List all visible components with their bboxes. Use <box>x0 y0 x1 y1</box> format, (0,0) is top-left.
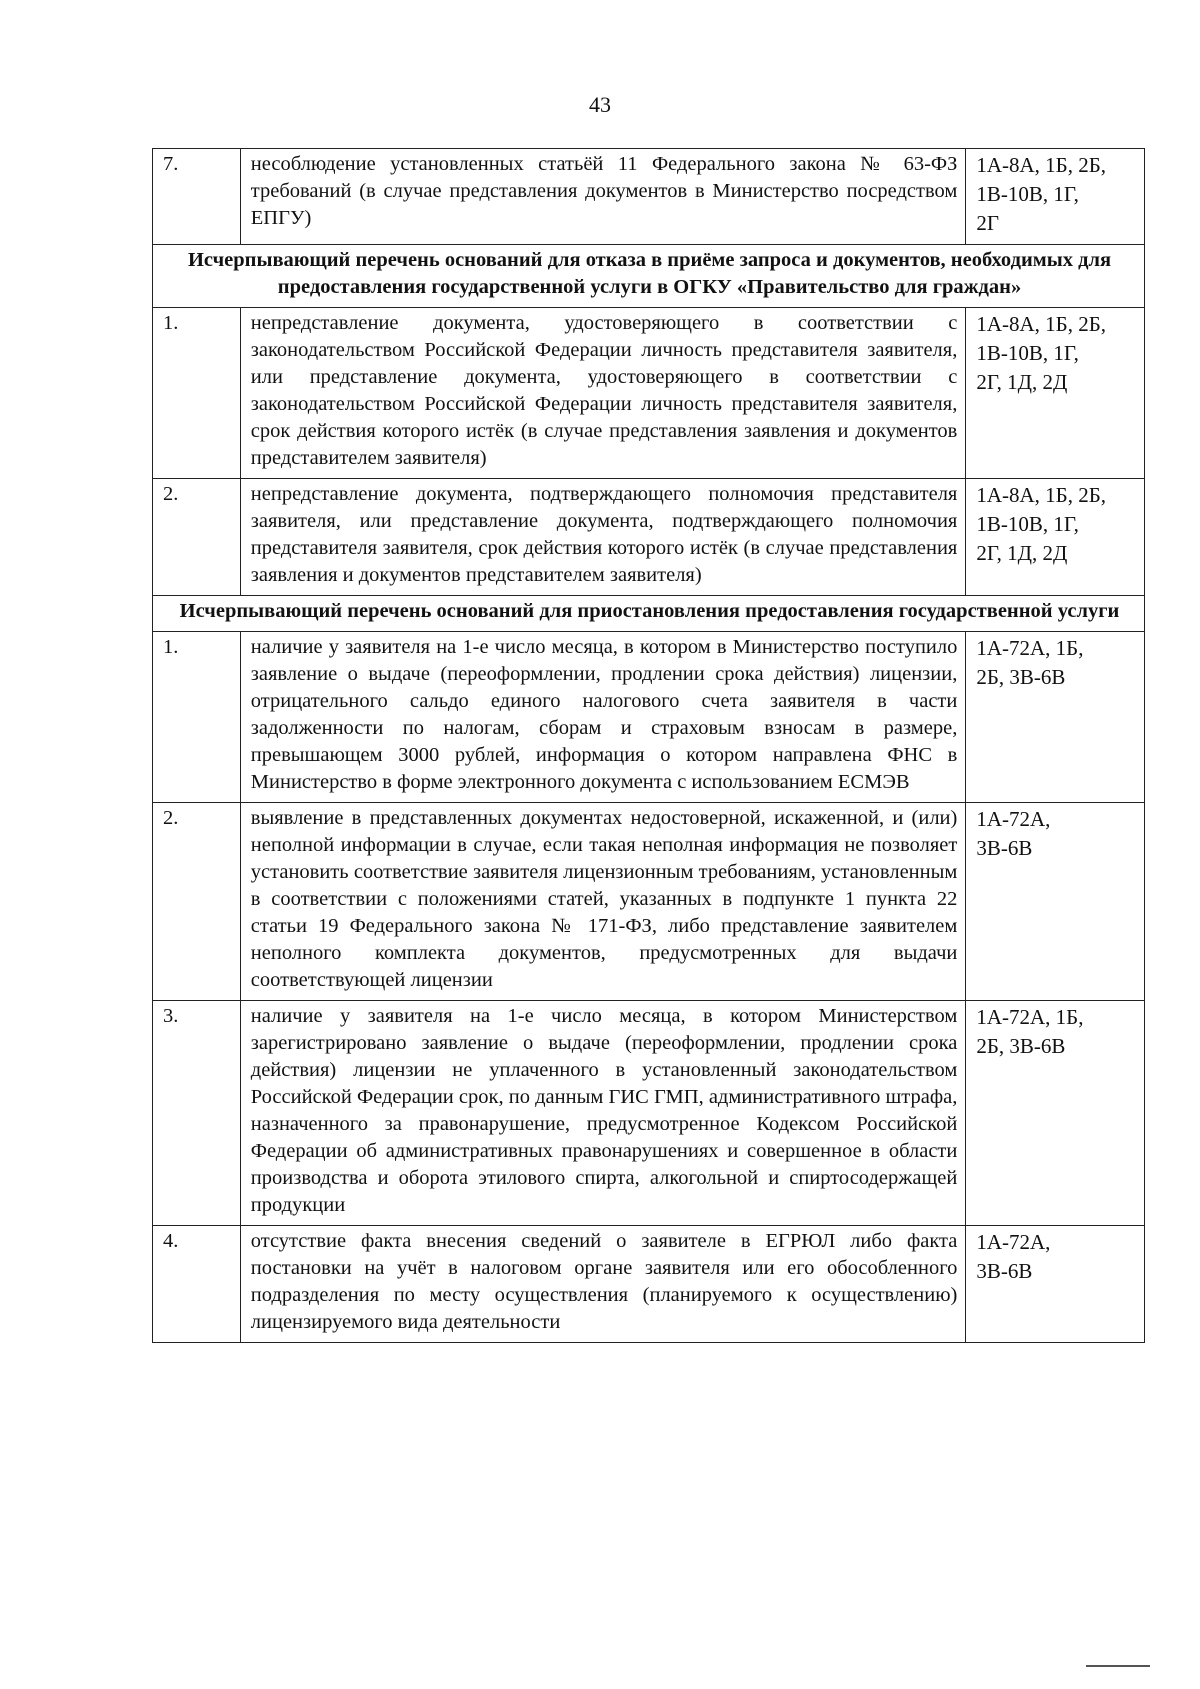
grounds-table <box>152 148 1145 1343</box>
table-row <box>153 308 1145 479</box>
row-number: 3. <box>153 1001 241 1226</box>
row-codes <box>966 1001 1145 1226</box>
section-header-row <box>153 596 1145 632</box>
row-ground-text: выявление в представленных документах недостоверной, искаженной, и (или) неполной информации в случае, если такая неполная информация не позволяет установить соответствие заявителя лицензионным требованиям, установленным в соответствии с положениями статей, указанных в подпункте 1 пункта 22 статьи 19 Федерального закона № 171-ФЗ, либо представление заявителем неполного комплекта документов, предусмотренных для выдачи соответствующей лицензии <box>240 803 966 1001</box>
code-line: 2Б, 3В-6В <box>976 665 1066 689</box>
section-heading: Исчерпывающий перечень оснований для приостановления предоставления государственной услуги <box>153 596 1145 632</box>
table-row <box>153 803 1145 1001</box>
row-ground-text: непредставление документа, подтверждающего полномочия представителя заявителя, или представление документа, подтверждающего полномочия представителя заявителя, срок действия которого истёк (в случае представления заявления и документов представителем заявителя) <box>240 479 966 596</box>
code-line: 2Г, 1Д, 2Д <box>976 370 1068 394</box>
row-number: 1. <box>153 308 241 479</box>
code-line: 1А-8А, 1Б, 2Б, <box>976 312 1107 336</box>
section-header-row <box>153 245 1145 308</box>
table-row <box>153 149 1145 245</box>
row-codes <box>966 308 1145 479</box>
table-row <box>153 479 1145 596</box>
row-number: 4. <box>153 1226 241 1343</box>
table-body <box>153 149 1145 1343</box>
table-row <box>153 1001 1145 1226</box>
code-line: 2Г, 1Д, 2Д <box>976 541 1068 565</box>
row-ground-text: непредставление документа, удостоверяющего в соответствии с законодательством Российской Федерации личность представителя заявителя, или представление документа, удостоверяющего в соответствии с законодательством Российской Федерации личность представителя заявителя, срок действия которого истёк (в случае представления заявления и документов представителем заявителя) <box>240 308 966 479</box>
row-codes <box>966 632 1145 803</box>
code-line: 1А-72А, <box>976 1230 1051 1254</box>
code-line: 1А-72А, 1Б, <box>976 1005 1084 1029</box>
row-ground-text: отсутствие факта внесения сведений о заявителе в ЕГРЮЛ либо факта постановки на учёт в налоговом органе заявителя или его обособленного подразделения по месту осуществления (планируемого к осуществлению) лицензируемого вида деятельности <box>240 1226 966 1343</box>
table-row <box>153 632 1145 803</box>
row-codes <box>966 149 1145 245</box>
corner-mark <box>1086 1665 1150 1667</box>
code-line: 2Г <box>976 211 999 235</box>
code-line: 1В-10В, 1Г, <box>976 512 1079 536</box>
table-row <box>153 1226 1145 1343</box>
row-number: 7. <box>153 149 241 245</box>
code-line: 1А-72А, <box>976 807 1051 831</box>
row-ground-text: несоблюдение установленных статьёй 11 Федерального закона № 63-ФЗ требований (в случае представления документов в Министерство посредством ЕПГУ) <box>240 149 966 245</box>
code-line: 2Б, 3В-6В <box>976 1034 1066 1058</box>
section-heading: Исчерпывающий перечень оснований для отказа в приёме запроса и документов, необходимых для предоставления государственной услуги в ОГКУ «Правительство для граждан» <box>153 245 1145 308</box>
row-codes <box>966 803 1145 1001</box>
code-line: 1А-8А, 1Б, 2Б, <box>976 483 1107 507</box>
code-line: 1В-10В, 1Г, <box>976 341 1079 365</box>
row-codes <box>966 479 1145 596</box>
row-ground-text: наличие у заявителя на 1-е число месяца, в котором в Министерство поступило заявление о выдаче (переоформлении, продлении срока действия) лицензии, отрицательного сальдо единого налогового счета заявителя в части задолженности по налогам, сборам и страховым взносам в размере, превышающем 3000 рублей, информация о котором направлена ФНС в Министерство в форме электронного документа с использованием ЕСМЭВ <box>240 632 966 803</box>
code-line: 1В-10В, 1Г, <box>976 182 1079 206</box>
row-number: 1. <box>153 632 241 803</box>
code-line: 1А-72А, 1Б, <box>976 636 1084 660</box>
row-codes <box>966 1226 1145 1343</box>
page-number: 43 <box>589 92 611 117</box>
code-line: 3В-6В <box>976 836 1033 860</box>
row-number: 2. <box>153 479 241 596</box>
row-ground-text: наличие у заявителя на 1-е число месяца, в котором Министерством зарегистрировано заявление о выдаче (переоформлении, продлении срока действия) лицензии не уплаченного в установленный законодательством Российской Федерации срок, по данным ГИС ГМП, административного штрафа, назначенного за правонарушение, предусмотренное Кодексом Российской Федерации об административных правонарушениях и совершенное в области производства и оборота этилового спирта, алкогольной и спиртосодержащей продукции <box>240 1001 966 1226</box>
code-line: 3В-6В <box>976 1259 1033 1283</box>
code-line: 1А-8А, 1Б, 2Б, <box>976 153 1107 177</box>
row-number: 2. <box>153 803 241 1001</box>
